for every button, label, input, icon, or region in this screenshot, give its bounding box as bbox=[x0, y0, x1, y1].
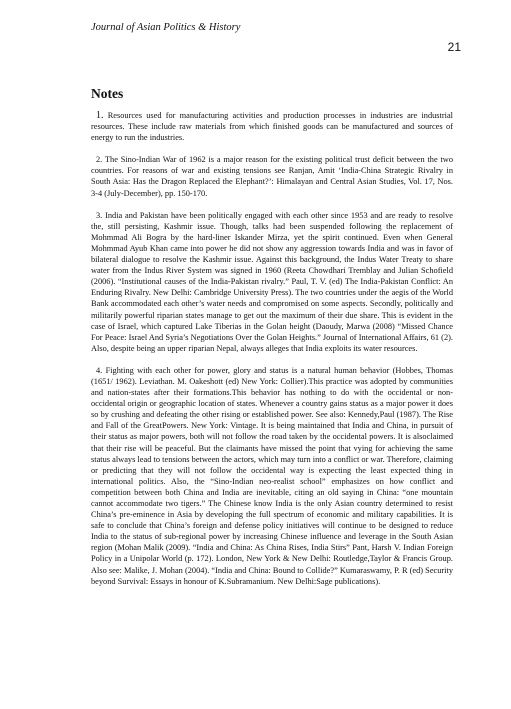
journal-title: Journal of Asian Politics & History bbox=[91, 22, 241, 33]
note-text: The Sino-Indian War of 1962 is a major reason for the existing political trust deficit between the two countries. For reasons of war and existing tensions see Ranjan, Amit ‘India-China Strategic Rivalry in South Asia: Has the Dragon Replaced the Elephant?’: Himalayan and Central Asian Studies, Vol. 17, Nos. 3-4 (July-December), pp. 150-170. bbox=[91, 155, 453, 198]
note-text: India and Pakistan have been politically engaged with each other since 1953 and are ready to resolve the, still persisting, Kashmir issue. Though, talks had been suspended following the replacement of Mohmmad Ali Bogra by the hard-liner Iskander Mirza, yet the spirit continued. Even when General Mohmmad Ayub Khan came into power he did not show any aggression towards India and was in favor of bilateral dialogue to resolve the Kashmir issue. Against this background, the Indus Water Treaty to share water from the Indus River System was signed in 1960 (Reeta Chowdhari Tremblay and Julian Schofield (2006). “Institutional causes of the India-Pakistan rivalry.” Paul, T. V. (ed) The India-Pakistan Conflict: An Enduring Rivalry. New Delhi: Cambridge University Press). The two countries under the aegis of the World Bank accommodated each other’s water needs and compromised on some aspects. Secondly, politically and militarily powerful riparian states manage to get out the maximum of their due share. This is evident in the case of Israel, which captured Lake Tiberias in the Golan height (Daoudy, Marwa (2008) “Missed Chance For Peace: Israel And Syria’s Negotiations Over the Golan Heights.” Journal of International Affairs, 61 (2). Also, despite being an upper riparian Nepal, always alleges that India exploits its water resources. bbox=[91, 210, 453, 353]
notes-list bbox=[91, 110, 453, 598]
note-4 bbox=[91, 365, 453, 587]
note-text: Resources used for manufacturing activities and production processes in industries are industrial resources. These include raw materials from which finished goods can be manufactured and sources of energy to run the industries. bbox=[91, 111, 453, 143]
note-number: 3. bbox=[96, 210, 103, 220]
note-number: 1. bbox=[96, 110, 104, 121]
note-1 bbox=[91, 110, 453, 143]
notes-heading: Notes bbox=[91, 86, 124, 101]
note-number: 4. bbox=[96, 365, 103, 375]
note-text: Fighting with each other for power, glory and status is a natural human behavior (Hobbes, Thomas (1651/ 1962). Leviathan. M. Oakeshott (ed) New York: Collier).This practice was adopted by communities and nation-states after their formations.This behavior has nothing to do with the occidental or non-occidental origin or geographic location of states. Whenever a country gains status as a major power it does so by crushing and defeating the other rising or established power. See also: Kennedy,Paul (1987). The Rise and Fall of the GreatPowers. New York: Vintage. It is being maintained that India and China, in pursuit of their status as major powers, both will not follow the road taken by the occidental powers. It is alsoclaimed that their rise will be peaceful. But the claimants have missed the point that vying for achieving the same status always lead to tensions between the actors, which may turn into a conflict or war. Therefore, claiming or predicting that they will not follow the occidental way is expecting the least expected thing in international politics. Also, the “Sino-Indian neo-realist school” emphasizes on how conflict and competition between both China and India are inevitable, citing an old saying in China: “one mountain cannot accommodate two tigers.” The Chinese know India is the only Asian country determined to resist China’s pre-eminence in Asia by developing the full spectrum of economic and military capabilities. It is safe to conclude that China’s foreign and defense policy initiatives will continue to be designed to reduce India to the status of sub-regional power by increasing Chinese influence and leverage in the South Asian region (Mohan Malik (2009). “India and China: As China Rises, India Stirs” Pant, Harsh V. Indian Foreign Policy in a Unipolar World (p. 172). London, New York & New Delhi: Routledge,Taylor & Francis Group. Also see: Malike, J. Mohan (2004). “India and China: Bound to Collide?” Kumaraswamy, P. R (ed) Security beyond Survival: Essays in honour of K.Subramanium. New Delhi:Sage publications). bbox=[91, 365, 453, 586]
note-3 bbox=[91, 210, 453, 354]
note-number: 2. bbox=[96, 155, 103, 165]
page-number: 21 bbox=[447, 40, 461, 54]
note-2 bbox=[91, 154, 453, 198]
